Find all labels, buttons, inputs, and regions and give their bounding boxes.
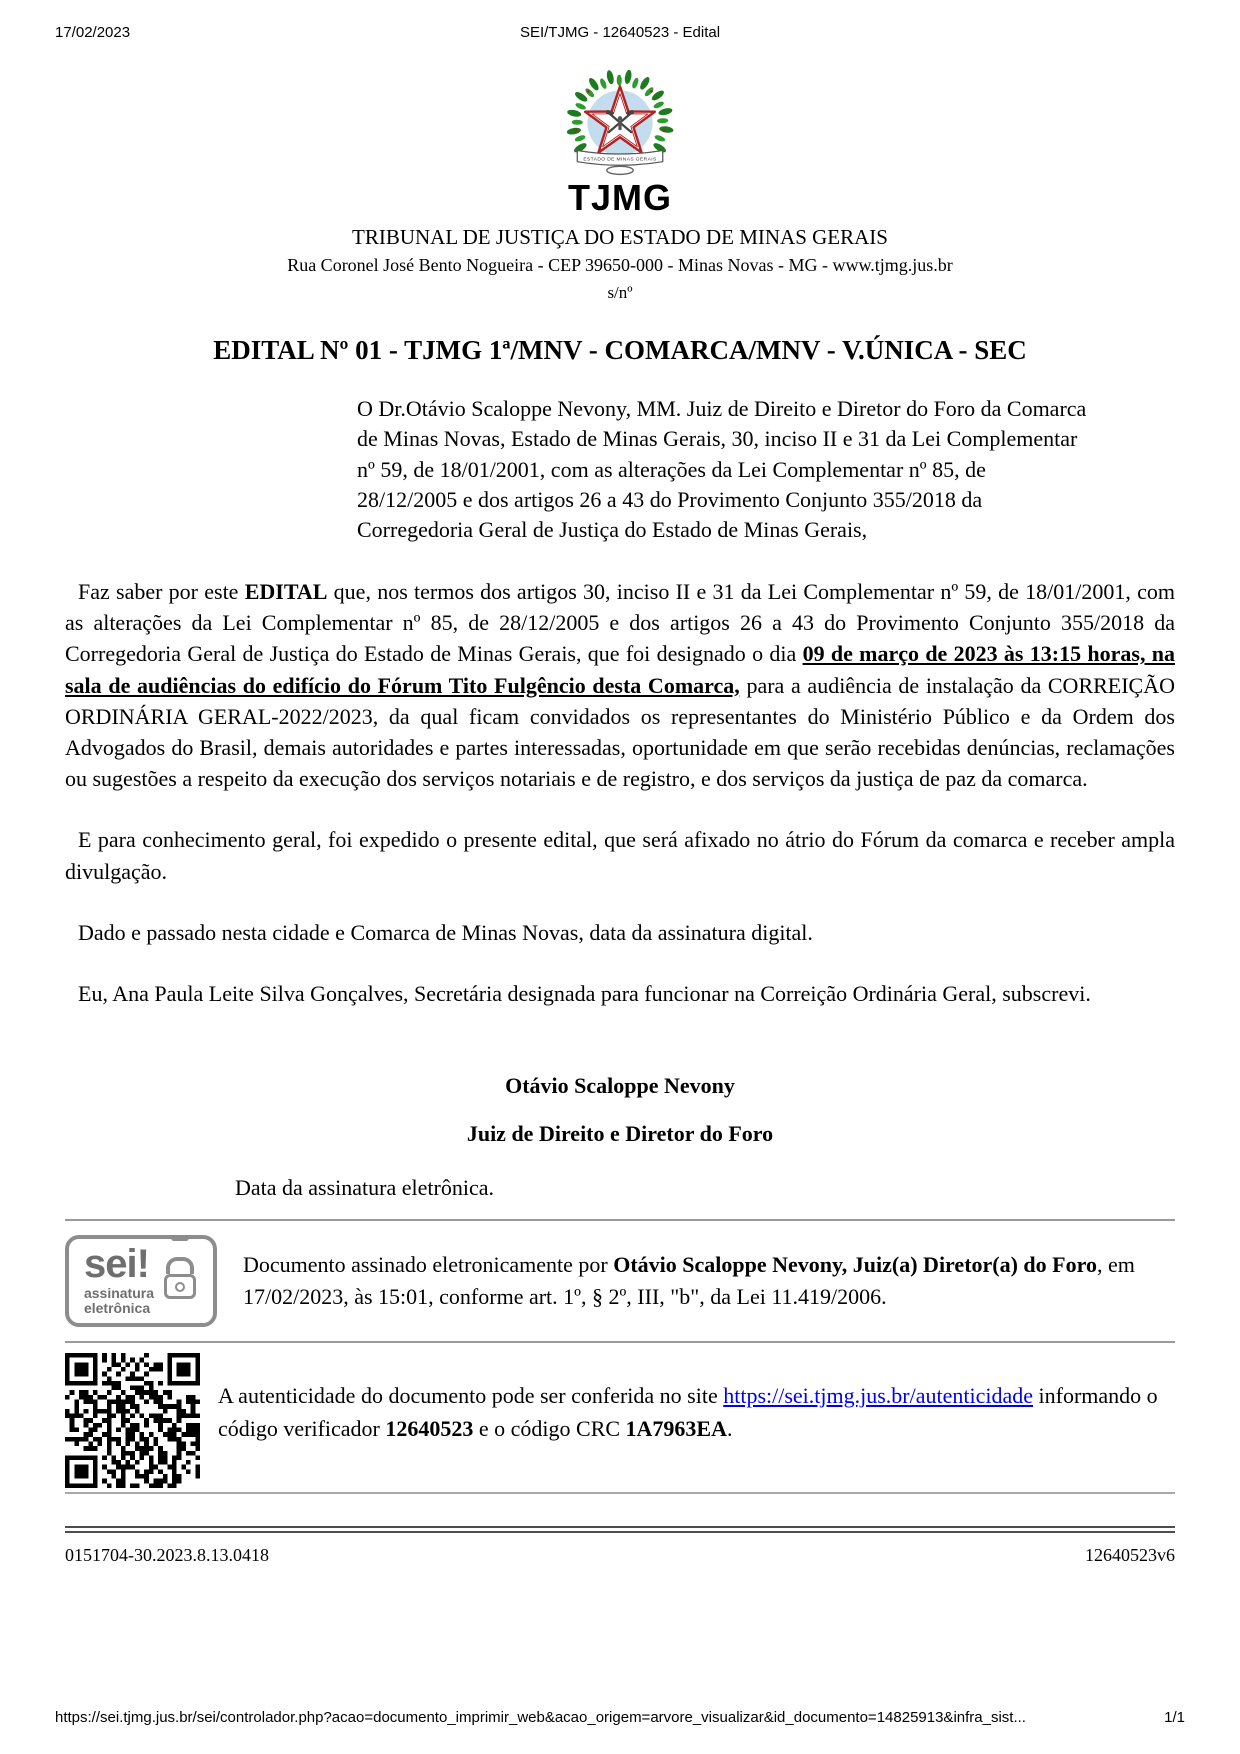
sei-logo: sei! bbox=[83, 1242, 149, 1287]
divider-below-qr bbox=[65, 1492, 1175, 1494]
qr-code bbox=[65, 1353, 200, 1488]
paragraph-secretaria: Eu, Ana Paula Leite Silva Gonçalves, Secretária designada para funcionar na Correição Ordinária Geral, subscrevi. bbox=[78, 981, 1091, 1007]
statement-seg-3: , em 17/02/2023, às 15:01, conforme art. 1º, § 2º, III, "b", da Lei 11.419/2006. bbox=[243, 1252, 1135, 1310]
authenticity-link[interactable]: https://sei.tjmg.jus.br/autenticidade bbox=[723, 1383, 1034, 1409]
sei-caption-line1: assinatura bbox=[83, 1285, 155, 1302]
verification-row bbox=[65, 1353, 1175, 1488]
seal-banner-text: ESTADO DE MINAS GERAIS bbox=[583, 157, 657, 163]
body-seg-5: para a audiência de instalação da CORREIÇÃO ORDINÁRIA GERAL-2022/2023, da qual ficam convidados os representantes do Ministério Público e da Ordem dos Advogados do Brasil, demais autoridades e partes interessadas, oportunidade em que serão recebidas denúncias, reclamações ou sugestões a respeito da execução dos serviços notariais e de registro, e dos serviços da justiça de paz da comarca. bbox=[65, 672, 1176, 792]
divider-above-stamp bbox=[65, 1219, 1175, 1221]
statement-signer-bold: Otávio Scaloppe Nevony, Juiz(a) Diretor(a) do Foro bbox=[613, 1252, 1097, 1278]
statement-seg-1: Documento assinado eletronicamente por bbox=[243, 1252, 614, 1278]
verification-seg-2: informando o código verificador bbox=[218, 1383, 1158, 1442]
paragraph-divulgacao: E para conhecimento geral, foi expedido o presente edital, que será afixado no átrio do Fórum da comarca e receber ampla divulgação. bbox=[65, 827, 1175, 884]
body-seg-3: que, nos termos dos artigos 30, inciso II e 31 da Lei Complementar nº 59, de 18/01/2001, com as alterações da Lei Complementar nº 85, de 28/12/2005 e dos artigos 26 a 43 do Provimento Conjunto 355/2018 da Corregedoria Geral de Justiça do Estado de Minas Gerais, que foi designado o dia bbox=[65, 578, 1175, 667]
print-footer bbox=[55, 1709, 1185, 1726]
crc-code: 1A7963EA bbox=[625, 1416, 727, 1442]
verification-seg-1: A autenticidade do documento pode ser conferida no site bbox=[218, 1383, 724, 1409]
org-address: Rua Coronel José Bento Nogueira - CEP 39650-000 - Minas Novas - MG - www.tjmg.jus.br bbox=[287, 255, 953, 275]
body-seg-edital-bold: EDITAL bbox=[244, 578, 328, 604]
print-footer-page: 1/1 bbox=[1164, 1709, 1185, 1726]
letterhead bbox=[65, 70, 1175, 303]
references-row bbox=[65, 1545, 1175, 1566]
verifier-code: 12640523 bbox=[385, 1416, 474, 1442]
print-title: SEI/TJMG - 12640523 - Edital bbox=[519, 24, 721, 41]
verification-seg-3: e o código CRC bbox=[473, 1416, 626, 1442]
sei-caption-line2: eletrônica bbox=[83, 1299, 151, 1316]
body-seg-1: Faz saber por este bbox=[78, 578, 245, 604]
paragraph-dado-e-passado: Dado e passado nesta cidade e Comarca de Minas Novas, data da assinatura digital. bbox=[78, 919, 813, 945]
print-date: 17/02/2023 bbox=[55, 24, 131, 41]
sei-signature-row bbox=[65, 1235, 1175, 1327]
verification-seg-4: . bbox=[727, 1416, 733, 1442]
edital-preamble: O Dr.Otávio Scaloppe Nevony, MM. Juiz de Direito e Diretor do Foro da Comarca de Minas Novas, Estado de Minas Gerais, 30, inciso II e 31 da Lei Complementar nº 59, de 18/01/2001, com as alterações da Lei Complementar nº 85, de 28/12/2005 e dos artigos 26 a 43 do Provimento Conjunto 355/2018 da Corregedoria Geral de Justiça do Estado de Minas Gerais, bbox=[357, 396, 1087, 543]
signer-name: Otávio Scaloppe Nevony bbox=[505, 1073, 735, 1099]
seal-scroll bbox=[607, 166, 633, 174]
signer-role: Juiz de Direito e Diretor do Foro bbox=[466, 1121, 774, 1147]
divider-double bbox=[65, 1526, 1175, 1533]
hearing-date-highlight: 09 de março de 2023 às 13:15 horas, na sala de audiências do edifício do Fórum Tito Fulgêncio desta Comarca, bbox=[65, 641, 1175, 698]
org-name: TRIBUNAL DE JUSTIÇA DO ESTADO DE MINAS GERAIS bbox=[352, 225, 888, 249]
signature-date-note: Data da assinatura eletrônica. bbox=[235, 1175, 494, 1201]
org-number: s/nº bbox=[607, 283, 633, 302]
divider-above-qr bbox=[65, 1341, 1175, 1343]
process-number: 0151704-30.2023.8.13.0418 bbox=[65, 1545, 269, 1566]
print-footer-url: https://sei.tjmg.jus.br/sei/controlador.php?acao=documento_imprimir_web&acao_origem=arvore_visualizar&id_documento=14825913&infra_sist... bbox=[55, 1709, 1026, 1726]
signature-statement bbox=[243, 1249, 1175, 1313]
org-acronym: TJMG bbox=[567, 177, 672, 218]
sei-stamp bbox=[65, 1235, 217, 1327]
edital-body-paragraph bbox=[65, 576, 1175, 795]
edital-title: EDITAL Nº 01 - TJMG 1ª/MNV - COMARCA/MNV - V.ÚNICA - SEC bbox=[213, 335, 1027, 365]
lock-icon bbox=[162, 1257, 198, 1299]
verification-statement bbox=[218, 1379, 1175, 1445]
print-header bbox=[55, 24, 1185, 44]
tjmg-coat-of-arms-icon bbox=[562, 70, 678, 176]
document-version: 12640523v6 bbox=[1085, 1545, 1175, 1566]
